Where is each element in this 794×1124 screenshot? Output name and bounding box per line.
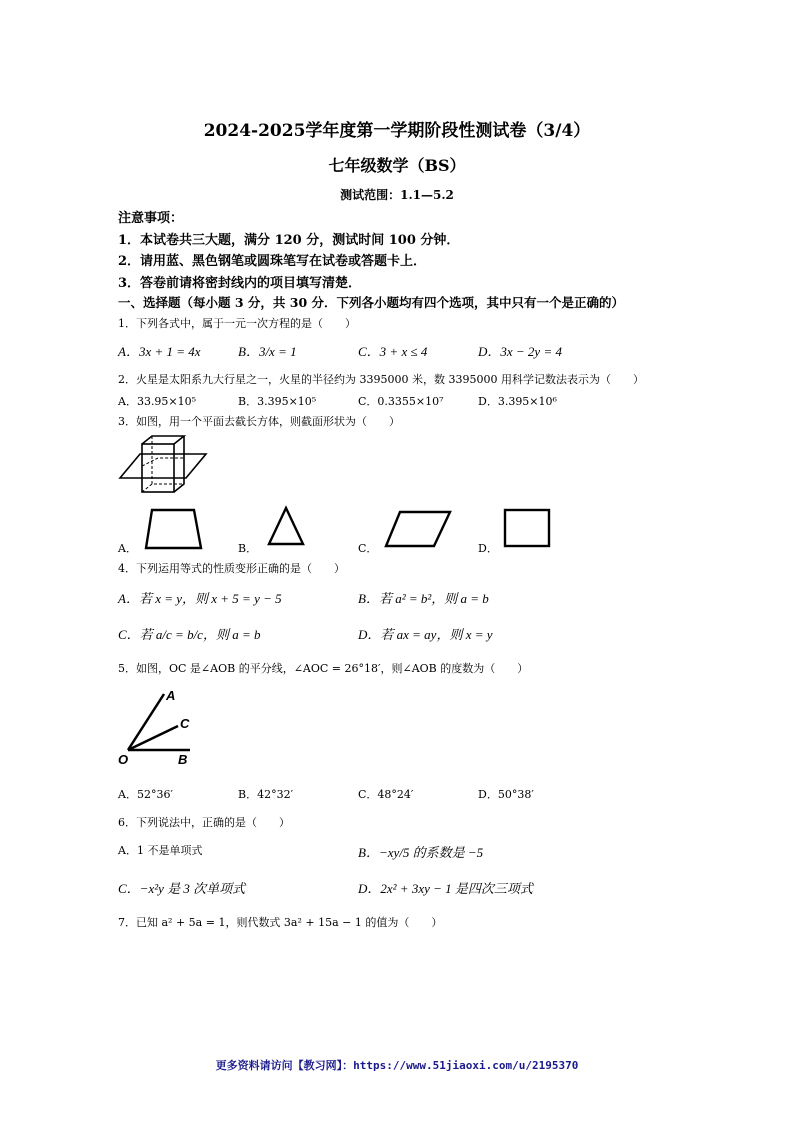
note-item-1: 1．本试卷共三大题，满分 120 分，测试时间 100 分钟． [118,233,460,248]
q1-option-b[interactable]: B．3/x = 1 [238,344,297,359]
question-3-stem: 3．如图，用一个平面去截长方体，则截面形状为（ ） [118,415,400,428]
q6-option-a[interactable]: A．1 不是单项式 [118,844,203,857]
parallelogram-shape[interactable] [384,508,454,550]
q5-option-b[interactable]: B．42°32′ [238,788,294,801]
footer-link[interactable]: 更多资料请访问【教习网】：https://www.51jiaoxi.com/u/2195370 [215,1059,579,1072]
q5-option-c[interactable]: C．48°24′ [358,788,414,801]
note-item-3: 3．答卷前请将密封线内的项目填写清楚． [118,276,362,291]
section-heading: 一、选择题（每小题 3 分，共 30 分．下列各小题均有四个选项，其中只有一个是正确的） [118,295,625,310]
q6-option-c[interactable]: C．−x²y 是 3 次单项式 [118,881,246,896]
q1-option-a[interactable]: A．3x + 1 = 4x [118,344,201,359]
q6-option-d[interactable]: D．2x² + 3xy − 1 是四次三项式 [358,881,533,896]
trapezoid-shape[interactable] [144,508,204,550]
q3-option-a[interactable]: A． [118,542,137,555]
q4-option-a[interactable]: A．若 x = y，则 x + 5 = y − 5 [118,591,282,606]
q3-cuboid-figure [118,432,208,502]
q5-label-a: A [166,688,176,703]
q4-option-d[interactable]: D．若 ax = ay，则 x = y [358,627,493,642]
q4-option-b[interactable]: B．若 a² = b²，则 a = b [358,591,489,606]
square-shape[interactable] [503,508,553,550]
notes-heading: 注意事项： [118,211,184,226]
q4-option-c[interactable]: C．若 a/c = b/c，则 a = b [118,627,261,642]
question-1-stem: 1．下列各式中，属于一元一次方程的是（ ） [118,317,356,330]
question-4-stem: 4．下列运用等式的性质变形正确的是（ ） [118,562,345,575]
q5-angle-figure [116,688,206,768]
note-item-2: 2．请用蓝、黑色钢笔或圆珠笔写在试卷或答题卡上． [118,254,427,269]
q2-option-b[interactable]: B．3.395×10⁵ [238,395,317,408]
q1-option-c[interactable]: C．3 + x ≤ 4 [358,344,428,359]
q2-option-c[interactable]: C．0.3355×10⁷ [358,395,444,408]
q3-option-d[interactable]: D． [478,542,498,555]
q6-option-b[interactable]: B．−xy/5 的系数是 −5 [358,845,484,860]
q5-option-d[interactable]: D．50°38′ [478,788,534,801]
test-range: 测试范围：1.1—5.2 [340,188,454,202]
q5-option-a[interactable]: A．52°36′ [118,788,173,801]
q2-option-a[interactable]: A．33.95×10⁵ [118,395,197,408]
q2-option-d[interactable]: D．3.395×10⁶ [478,395,557,408]
question-7-stem: 7．已知 a² + 5a = 1，则代数式 3a² + 15a − 1 的值为（ ） [118,916,443,929]
page-title: 2024-2025学年度第一学期阶段性测试卷（3/4） [203,121,591,141]
page-subtitle: 七年级数学（BS） [328,156,466,175]
q5-label-c: C [180,716,190,731]
q1-option-d[interactable]: D．3x − 2y = 4 [478,344,562,359]
triangle-shape[interactable] [267,506,307,548]
question-5-stem: 5．如图，OC 是∠AOB 的平分线，∠AOC = 26°18′，则∠AOB 的度数为（ ） [118,662,529,675]
q5-label-o: O [118,752,129,767]
question-6-stem: 6．下列说法中，正确的是（ ） [118,816,290,829]
q5-label-b: B [178,752,188,767]
question-2-stem: 2．火星是太阳系九大行星之一，火星的半径约为 3395000 米，数 3395000 用科学记数法表示为（ ） [118,373,644,386]
q3-option-b[interactable]: B． [238,542,258,555]
q3-option-c[interactable]: C． [358,542,378,555]
